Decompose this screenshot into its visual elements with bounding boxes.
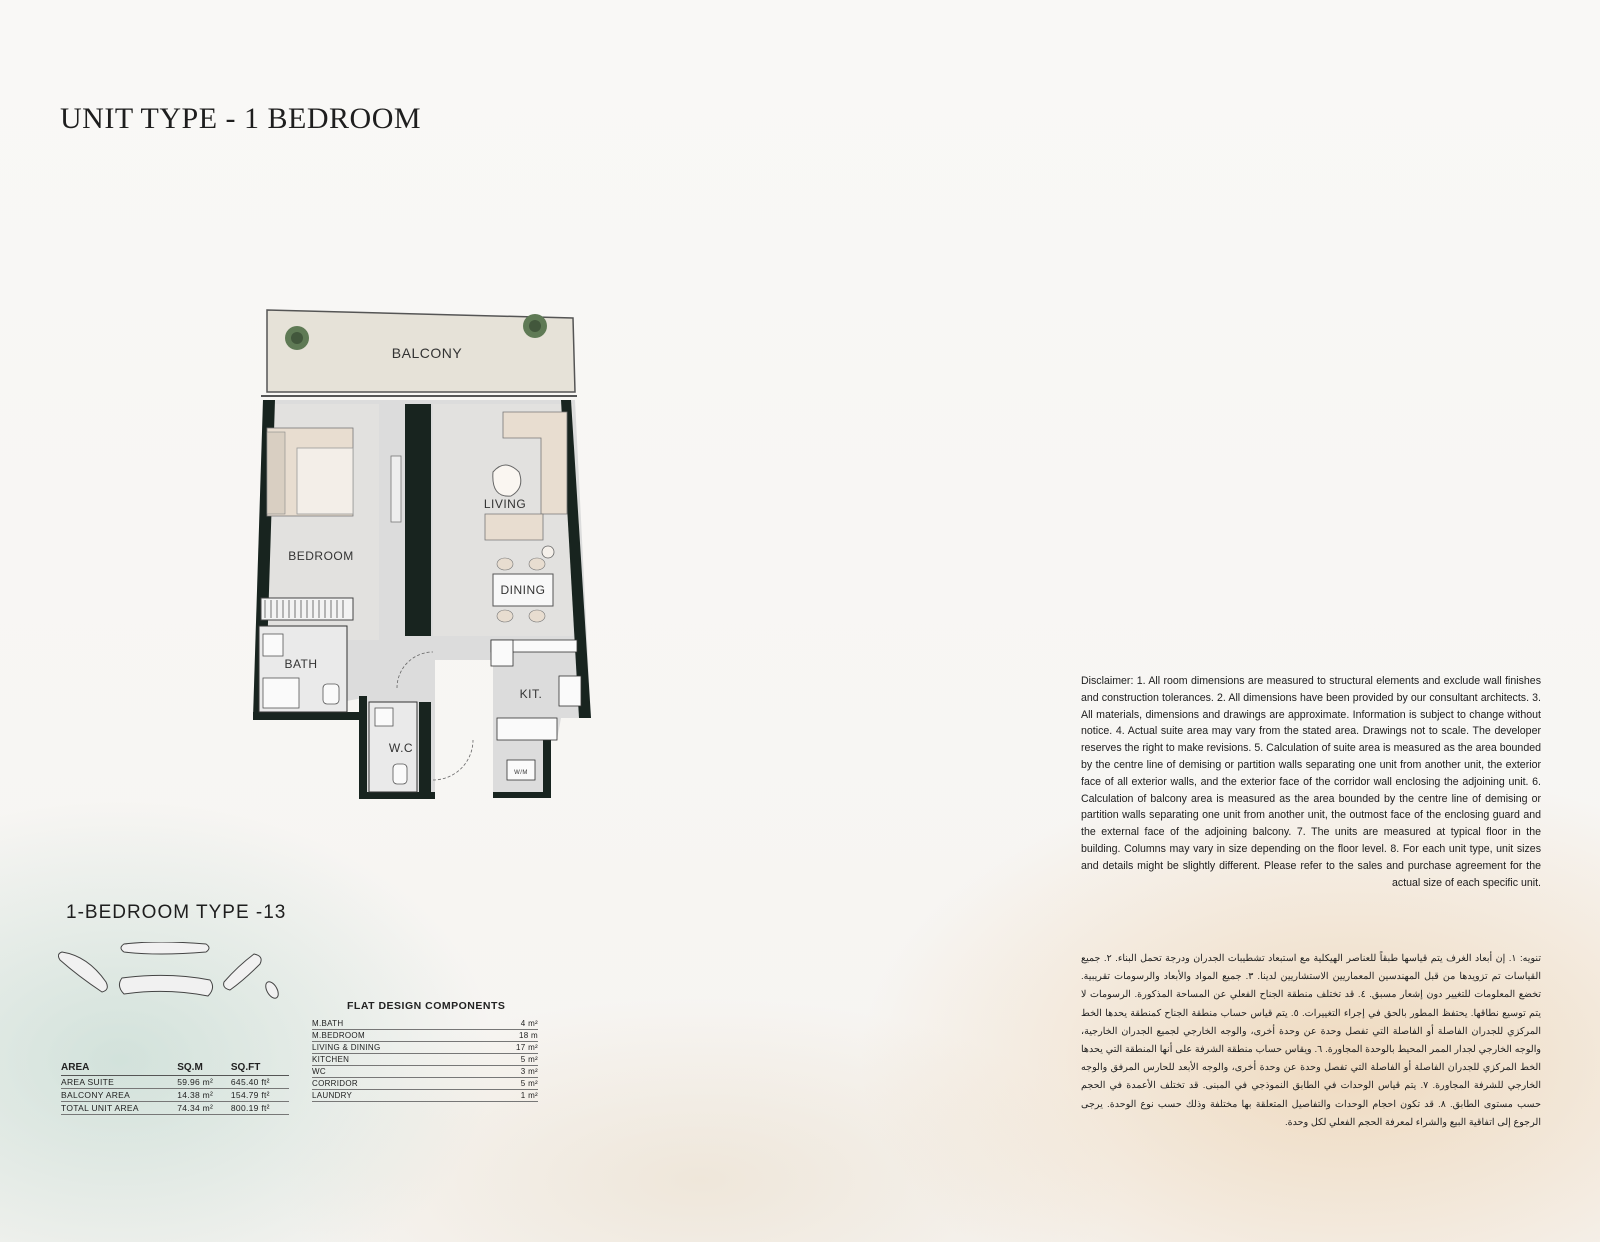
unit-type-heading: 1-BEDROOM TYPE -13 — [66, 902, 287, 923]
table-cell: 645.40 ft² — [231, 1076, 289, 1089]
table-row — [312, 1066, 538, 1078]
table-cell: AREA SUITE — [61, 1076, 177, 1089]
table-row — [61, 1076, 289, 1089]
bath-label: BATH — [284, 657, 318, 671]
table-cell: 18 m — [483, 1030, 538, 1042]
table-cell: M.BEDROOM — [312, 1030, 483, 1042]
components-title: FLAT DESIGN COMPONENTS — [347, 1000, 506, 1012]
table-row — [312, 1078, 538, 1090]
table-cell: 14.38 m² — [177, 1089, 231, 1102]
table-cell: 17 m² — [483, 1042, 538, 1054]
wardrobe-icon — [261, 598, 353, 620]
table-cell: 5 m² — [483, 1078, 538, 1090]
table-cell: TOTAL UNIT AREA — [61, 1102, 177, 1115]
living-label: LIVING — [483, 497, 527, 511]
wc-label: W.C — [388, 741, 414, 755]
lamp-icon — [542, 546, 554, 558]
kitchen-label: KIT. — [519, 687, 543, 701]
disclaimer-english: Disclaimer: 1. All room dimensions are measured to structural elements and exclude wall finishes and construction tolerances. 2. All dimensions have been provided by our consultant architects. 3. All materials, dimensions and drawings are approximate. Information is subject to change without notice. 4. Actual suite area may vary from the stated area. Drawings not to scale. The developer reserves the right to make revisions. 5. Calculation of suite area is measured as the area bounded by the centre line of demising or partition walls separating one unit from another unit, the exterior face of all exterior walls, and the exterior face of the corridor wall enclosing the adjoining unit. 6. Calculation of balcony area is measured as the area bounded by the centre line of demising or partition walls separating one unit from another unit, the outmost face of the enclosing guard and the external face of the adjoining balcony. 7. The units are measured at typical floor in the building. Columns may vary in size depending on the floor level. 8. For each unit type, unit sizes and details might be slightly different. Please refer to the sales and purchase agreement for the actual size of each specific unit. — [1081, 675, 1541, 889]
table-cell: CORRIDOR — [312, 1078, 483, 1090]
table-cell: 154.79 ft² — [231, 1089, 289, 1102]
table-row — [61, 1102, 289, 1115]
coffee-table-icon — [493, 465, 521, 496]
key-plan — [58, 942, 303, 1032]
table-cell: LAUNDRY — [312, 1090, 483, 1102]
door-swing — [433, 740, 473, 780]
table-row — [312, 1054, 538, 1066]
disclaimer-arabic: تنويه: ١. إن أبعاد الغرف يتم قياسها طبقاً للعناصر الهيكلية مع استبعاد تشطيبات الجدران ودرجة تحمل البناء. ٢. جميع القياسات تم تزويدها من قبل المهندسين المعماريين الاستشاريين لدينا. ٣. جميع المواد والأبعاد والرسومات تقريبية. تخضع المعلومات للتغيير دون إشعار مسبق. ٤. قد تختلف منطقة الجناح الفعلي عن المساحة المذكورة. الرسومات لا يتم توسيع نطاقها. يحتفظ المطور بالحق في إجراء التغييرات. ٥. يتم قياس حساب منطقة الجناح كمنطقة يحدها الخط المركزي للجدران الفاصلة أو الفاصلة التي تفصل وحدة عن وحدة أخرى، والوجه الخارجي لجميع الجدران الخارجية، والوجه الخارجي لجدار الممر المحيط بالوحدة المجاورة. ٦. ويقاس حساب منطقة الشرفة على أنها المنطقة التي يحدها الخط المركزي للجدران الفاصلة أو الفاصلة التي تفصل وحدة عن وحدة أخرى، والوجه الأبعد للحارس المرفق والوجه الخارجي للشرفة المجاورة. ٧. يتم قياس الوحدات في الطابق النموذجي في المبنى. قد تختلف الأعمدة في الحجم حسب مستوى الطابق. ٨. قد تكون احجام الوحدات والتفاصيل المتعلقة بها مختلفة وذلك حسب نوع الوحدة. يرجى الرجوع إلى اتفاقية البيع والشراء لمعرفة الحجم الفعلي لكل وحدة. — [1081, 953, 1542, 1128]
bedroom-label: BEDROOM — [288, 549, 354, 563]
table-row — [61, 1089, 289, 1102]
table-cell: WC — [312, 1066, 483, 1078]
floor-plan — [245, 300, 605, 820]
table-cell: 59.96 m² — [177, 1076, 231, 1089]
bed-icon — [267, 428, 353, 516]
sink-icon — [491, 640, 513, 666]
table-header: SQ.FT — [231, 1062, 289, 1076]
toilet-icon — [393, 764, 407, 784]
laundry-label: W/M — [514, 770, 528, 776]
table-row — [312, 1018, 538, 1030]
balcony-label: BALCONY — [391, 345, 463, 361]
table-header-row — [61, 1062, 289, 1076]
table-cell: 74.34 m² — [177, 1102, 231, 1115]
table-cell: 800.19 ft² — [231, 1102, 289, 1115]
page-title: UNIT TYPE - 1 BEDROOM — [60, 102, 422, 135]
core-wall — [405, 404, 431, 636]
tv-unit-icon — [391, 456, 401, 522]
stove-icon — [559, 676, 581, 706]
table-row — [312, 1090, 538, 1102]
table-cell: KITCHEN — [312, 1054, 483, 1066]
table-row — [312, 1030, 538, 1042]
table-row — [312, 1042, 538, 1054]
components-table — [312, 1018, 538, 1102]
table-cell: BALCONY AREA — [61, 1089, 177, 1102]
area-table — [61, 1062, 289, 1115]
table-cell: 4 m² — [483, 1018, 538, 1030]
table-cell: M.BATH — [312, 1018, 483, 1030]
table-header: SQ.M — [177, 1062, 231, 1076]
table-cell: 5 m² — [483, 1054, 538, 1066]
table-header: AREA — [61, 1062, 177, 1076]
table-cell: LIVING & DINING — [312, 1042, 483, 1054]
dining-label: DINING — [500, 583, 546, 597]
toilet-icon — [323, 684, 339, 704]
table-cell: 3 m² — [483, 1066, 538, 1078]
table-cell: 1 m² — [483, 1090, 538, 1102]
